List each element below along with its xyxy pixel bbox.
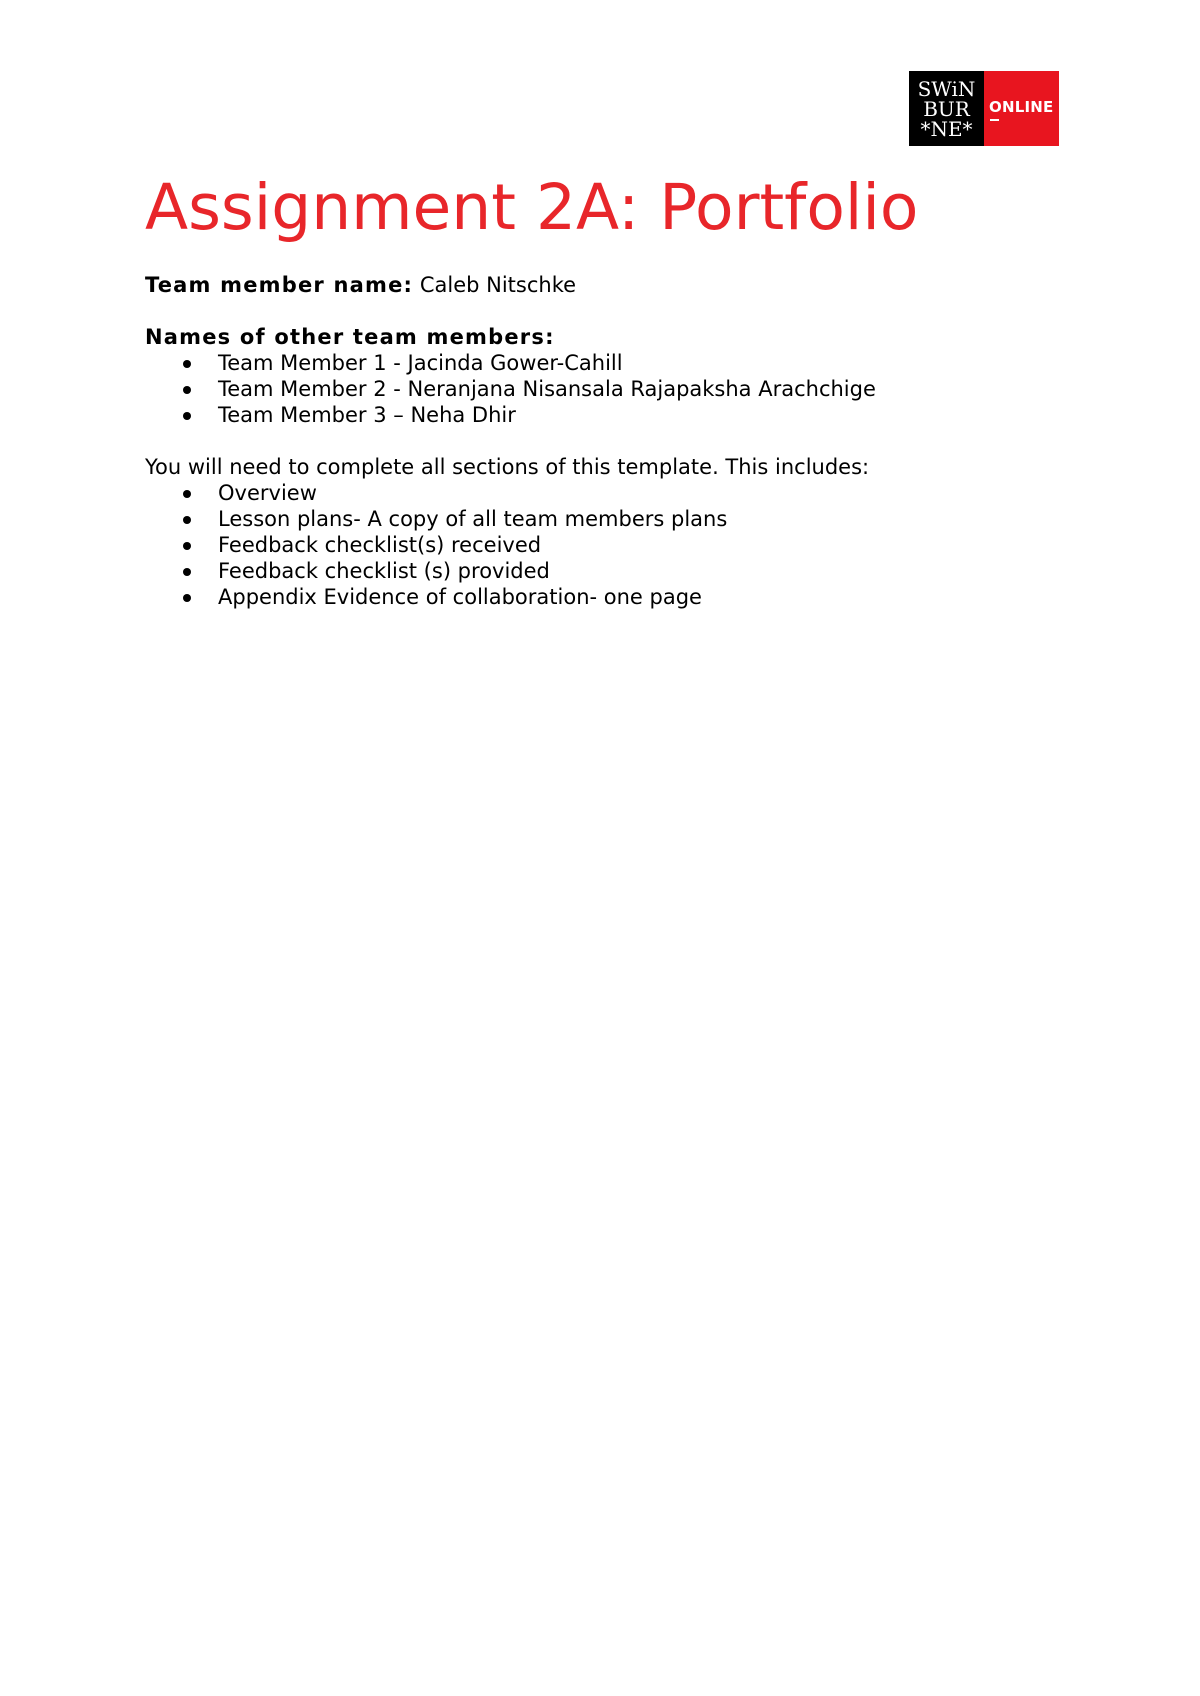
bullet-icon <box>183 542 191 550</box>
bullet-icon <box>183 490 191 498</box>
logo-line-2: BUR <box>923 96 970 121</box>
team-member-label: Team member name: <box>145 273 414 297</box>
team-member-value: Caleb Nitschke <box>419 273 577 297</box>
list-item <box>145 532 1105 558</box>
other-members-heading-row <box>145 324 1105 350</box>
document-body <box>145 272 1105 610</box>
list-item-text: Team Member 1 - Jacinda Gower-Cahill <box>218 351 623 375</box>
spacer <box>145 298 1105 324</box>
sections-list <box>145 480 1105 610</box>
list-item-text: Overview <box>218 481 317 505</box>
list-item-text: Team Member 3 – Neha Dhir <box>218 403 516 427</box>
list-item <box>145 558 1105 584</box>
list-item <box>145 480 1105 506</box>
logo-dash <box>990 119 999 121</box>
list-item <box>145 506 1105 532</box>
list-item <box>145 402 1105 428</box>
team-member-row <box>145 272 1105 298</box>
list-item <box>145 350 1105 376</box>
logo-line-3: *NE* <box>920 116 973 141</box>
bullet-icon <box>183 516 191 524</box>
instructions-intro: You will need to complete all sections of this template. This includes: <box>145 455 870 479</box>
document-title: Assignment 2A: Portfolio <box>145 171 919 244</box>
list-item-text: Lesson plans- A copy of all team members plans <box>218 507 728 531</box>
swinburne-online-logo <box>909 71 1059 146</box>
list-item-text: Team Member 2 - Neranjana Nisansala Rajapaksha Arachchige <box>218 377 876 401</box>
bullet-icon <box>183 386 191 394</box>
bullet-icon <box>183 360 191 368</box>
list-item-text: Feedback checklist (s) provided <box>218 559 550 583</box>
other-members-label: Names of other team members: <box>145 325 555 349</box>
list-item <box>145 584 1105 610</box>
list-item-text: Feedback checklist(s) received <box>218 533 542 557</box>
logo-wordmark <box>909 71 984 146</box>
logo-line-1: SWiN <box>917 76 976 101</box>
other-members-list <box>145 350 1105 428</box>
list-item <box>145 376 1105 402</box>
bullet-icon <box>183 594 191 602</box>
logo-online-text: ONLINE <box>989 98 1054 116</box>
spacer <box>145 428 1105 454</box>
bullet-icon <box>183 412 191 420</box>
list-item-text: Appendix Evidence of collaboration- one page <box>218 585 702 609</box>
bullet-icon <box>183 568 191 576</box>
logo-online-panel <box>984 71 1059 146</box>
